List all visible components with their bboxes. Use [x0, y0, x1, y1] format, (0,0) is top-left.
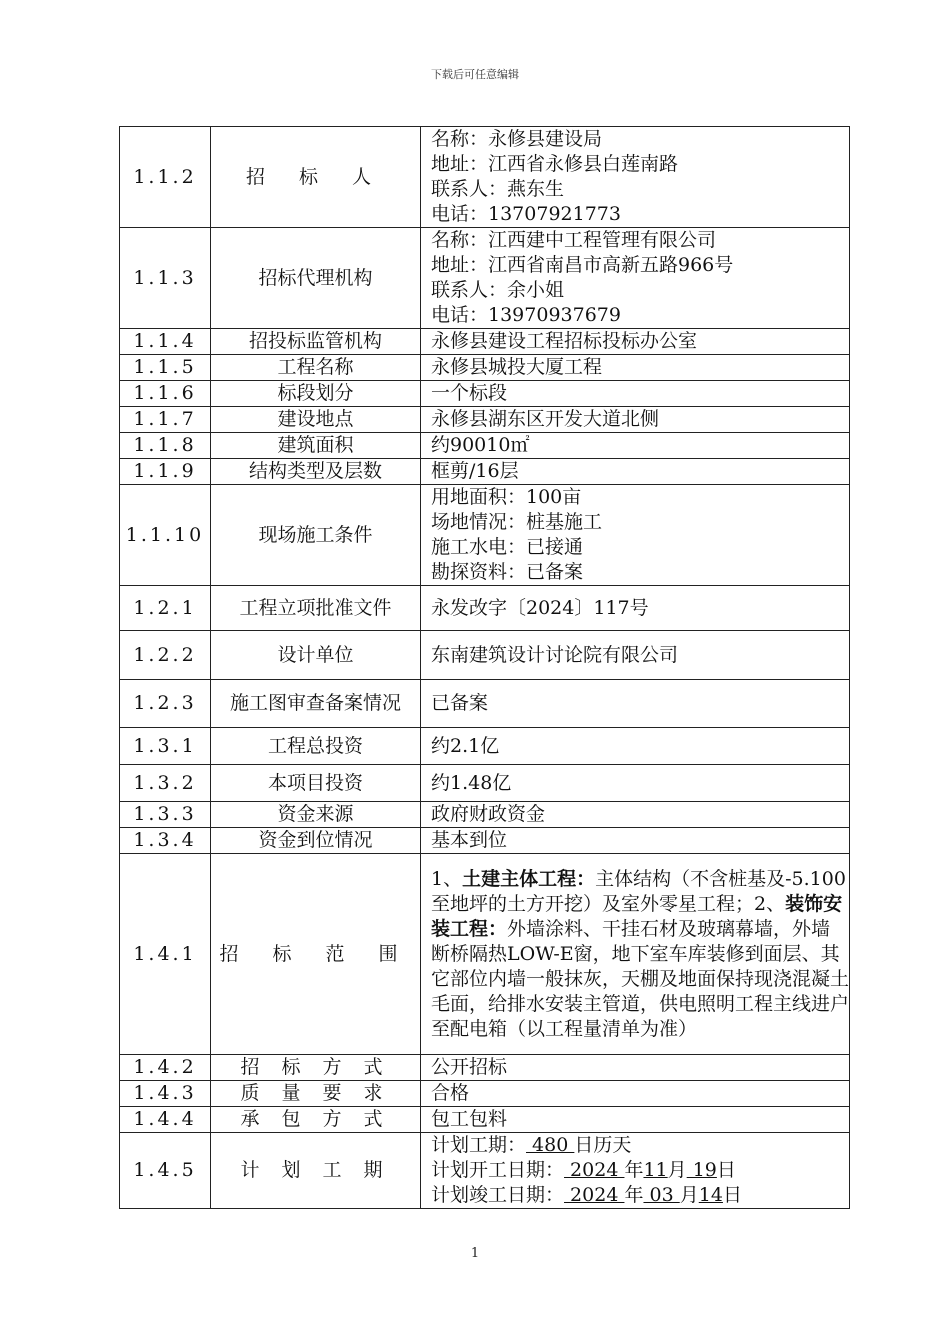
row-item: 标段划分	[211, 381, 421, 407]
table-row	[120, 802, 850, 828]
row-item: 施工图审查备案情况	[211, 680, 421, 728]
row-item: 工程名称	[211, 355, 421, 381]
duration-unit: 日历天	[574, 1134, 632, 1156]
row-number: 1.1.7	[120, 407, 211, 433]
row-value: 框剪/16层	[421, 459, 850, 485]
row-number: 1.1.5	[120, 355, 211, 381]
table-row	[120, 586, 850, 631]
tenderer-address: 地址：江西省永修县白莲南路	[431, 153, 679, 175]
table-row	[120, 329, 850, 355]
row-item: 资金来源	[211, 802, 421, 828]
row-number: 1.4.2	[120, 1055, 211, 1081]
row-value: 永修县建设工程招标投标办公室	[421, 329, 850, 355]
land-area: 用地面积：100亩	[431, 486, 582, 508]
row-value: 基本到位	[421, 828, 850, 854]
end-label: 计划竣工日期：	[431, 1184, 565, 1206]
agency-contact: 联系人：余小姐	[431, 279, 565, 301]
row-number: 1.1.6	[120, 381, 211, 407]
table-row	[120, 381, 850, 407]
planned-duration	[431, 1133, 849, 1158]
row-item: 招投标监管机构	[211, 329, 421, 355]
row-item: 现场施工条件	[211, 485, 421, 586]
scope-part: 1、	[431, 867, 463, 890]
row-value: 合格	[421, 1081, 850, 1107]
row-value	[421, 127, 850, 228]
row-value: 一个标段	[421, 381, 850, 407]
row-value: 约90010㎡	[421, 433, 850, 459]
table-row	[120, 728, 850, 765]
bid-scope-text	[421, 854, 850, 1055]
table-row	[120, 127, 850, 228]
row-number: 1.3.3	[120, 802, 211, 828]
month-unit: 月	[679, 1184, 699, 1206]
page-number: 1	[470, 1246, 480, 1261]
row-value: 约1.48亿	[421, 765, 850, 802]
row-item: 结构类型及层数	[211, 459, 421, 485]
table-row	[120, 765, 850, 802]
row-value: 已备案	[421, 680, 850, 728]
row-number: 1.1.10	[120, 485, 211, 586]
row-value	[421, 485, 850, 586]
start-month: 11	[643, 1159, 668, 1181]
duration-label: 计划工期：	[431, 1134, 527, 1156]
row-item: 工程立项批准文件	[211, 586, 421, 631]
row-number: 1.3.4	[120, 828, 211, 854]
table-row	[120, 355, 850, 381]
table-row	[120, 828, 850, 854]
table-row	[120, 485, 850, 586]
row-value: 永发改字〔2024〕117号	[421, 586, 850, 631]
row-number: 1.2.3	[120, 680, 211, 728]
table-row	[120, 1133, 850, 1209]
table-row	[120, 1107, 850, 1133]
table-row	[120, 433, 850, 459]
agency-address: 地址：江西省南昌市高新五路966号	[431, 254, 734, 276]
row-number: 1.3.2	[120, 765, 211, 802]
agency-phone: 电话：13970937679	[431, 304, 621, 326]
start-day: 19	[686, 1159, 717, 1181]
duration-value: 480	[526, 1134, 575, 1156]
row-item: 资金到位情况	[211, 828, 421, 854]
table-row	[120, 854, 850, 1055]
end-month: 03	[643, 1184, 680, 1206]
row-number: 1.4.5	[120, 1133, 211, 1209]
year-unit: 年	[624, 1184, 644, 1206]
tenderer-name: 名称：永修县建设局	[431, 128, 603, 150]
day-unit: 日	[716, 1159, 736, 1181]
scope-part: 主体结构（不含桩基及-5.100至地坪的土方开挖）及室外零星工程；2、	[431, 867, 846, 915]
row-number: 1.3.1	[120, 728, 211, 765]
row-number: 1.4.1	[120, 854, 211, 1055]
row-item: 本项目投资	[211, 765, 421, 802]
row-number: 1.1.2	[120, 127, 211, 228]
table-row	[120, 407, 850, 433]
row-item: 建筑面积	[211, 433, 421, 459]
site-status: 场地情况：桩基施工	[431, 511, 603, 533]
page-header: 下载后可任意编辑	[431, 68, 519, 81]
table-row	[120, 680, 850, 728]
table-row	[120, 1055, 850, 1081]
tenderer-phone: 电话：13707921773	[431, 203, 621, 225]
row-value	[421, 1133, 850, 1209]
row-value: 公开招标	[421, 1055, 850, 1081]
row-item: 质 量 要 求	[211, 1081, 421, 1107]
table-row	[120, 228, 850, 329]
row-item: 招 标 范 围	[211, 854, 421, 1055]
row-item: 工程总投资	[211, 728, 421, 765]
tenderer-contact: 联系人：燕东生	[431, 178, 565, 200]
scope-part: 外墙涂料、干挂石材及玻璃幕墙，外墙断桥隔热LOW-E窗，地下室车库装修到面层、其它部位内墙一般抹灰，天棚及地面保持现浇混凝土毛面，给排水安装主管道，供电照明工程主线进户至配电箱（以工程量清单为准）	[431, 917, 850, 1040]
row-value: 东南建筑设计讨论院有限公司	[421, 631, 850, 680]
row-item: 设计单位	[211, 631, 421, 680]
row-value: 政府财政资金	[421, 802, 850, 828]
start-label: 计划开工日期：	[431, 1159, 565, 1181]
scope-heading-decoration: 装饰安装工程：	[431, 892, 843, 940]
start-year: 2024	[564, 1159, 625, 1181]
table-row	[120, 1081, 850, 1107]
day-unit: 日	[722, 1184, 742, 1206]
year-unit: 年	[624, 1159, 644, 1181]
bid-info-table	[119, 126, 850, 1209]
row-item: 招标代理机构	[211, 228, 421, 329]
table-row	[120, 631, 850, 680]
row-item: 承 包 方 式	[211, 1107, 421, 1133]
month-unit: 月	[667, 1159, 687, 1181]
row-number: 1.4.4	[120, 1107, 211, 1133]
table-row	[120, 459, 850, 485]
row-value	[421, 228, 850, 329]
row-number: 1.4.3	[120, 1081, 211, 1107]
row-number: 1.1.4	[120, 329, 211, 355]
planned-end-date	[431, 1183, 849, 1208]
end-day: 14	[698, 1184, 723, 1206]
row-item: 招 标 人	[211, 127, 421, 228]
row-item: 建设地点	[211, 407, 421, 433]
row-value: 包工包料	[421, 1107, 850, 1133]
row-item: 招 标 方 式	[211, 1055, 421, 1081]
row-value: 永修县湖东区开发大道北侧	[421, 407, 850, 433]
planned-start-date	[431, 1158, 849, 1183]
survey-status: 勘探资料：已备案	[431, 561, 584, 583]
end-year: 2024	[564, 1184, 625, 1206]
row-number: 1.2.2	[120, 631, 211, 680]
scope-heading-civil: 土建主体工程：	[462, 867, 596, 890]
row-number: 1.1.3	[120, 228, 211, 329]
row-value: 永修县城投大厦工程	[421, 355, 850, 381]
utilities-status: 施工水电：已接通	[431, 536, 584, 558]
agency-name: 名称：江西建中工程管理有限公司	[431, 229, 717, 251]
row-number: 1.1.8	[120, 433, 211, 459]
row-value: 约2.1亿	[421, 728, 850, 765]
row-number: 1.2.1	[120, 586, 211, 631]
row-number: 1.1.9	[120, 459, 211, 485]
row-item: 计 划 工 期	[211, 1133, 421, 1209]
